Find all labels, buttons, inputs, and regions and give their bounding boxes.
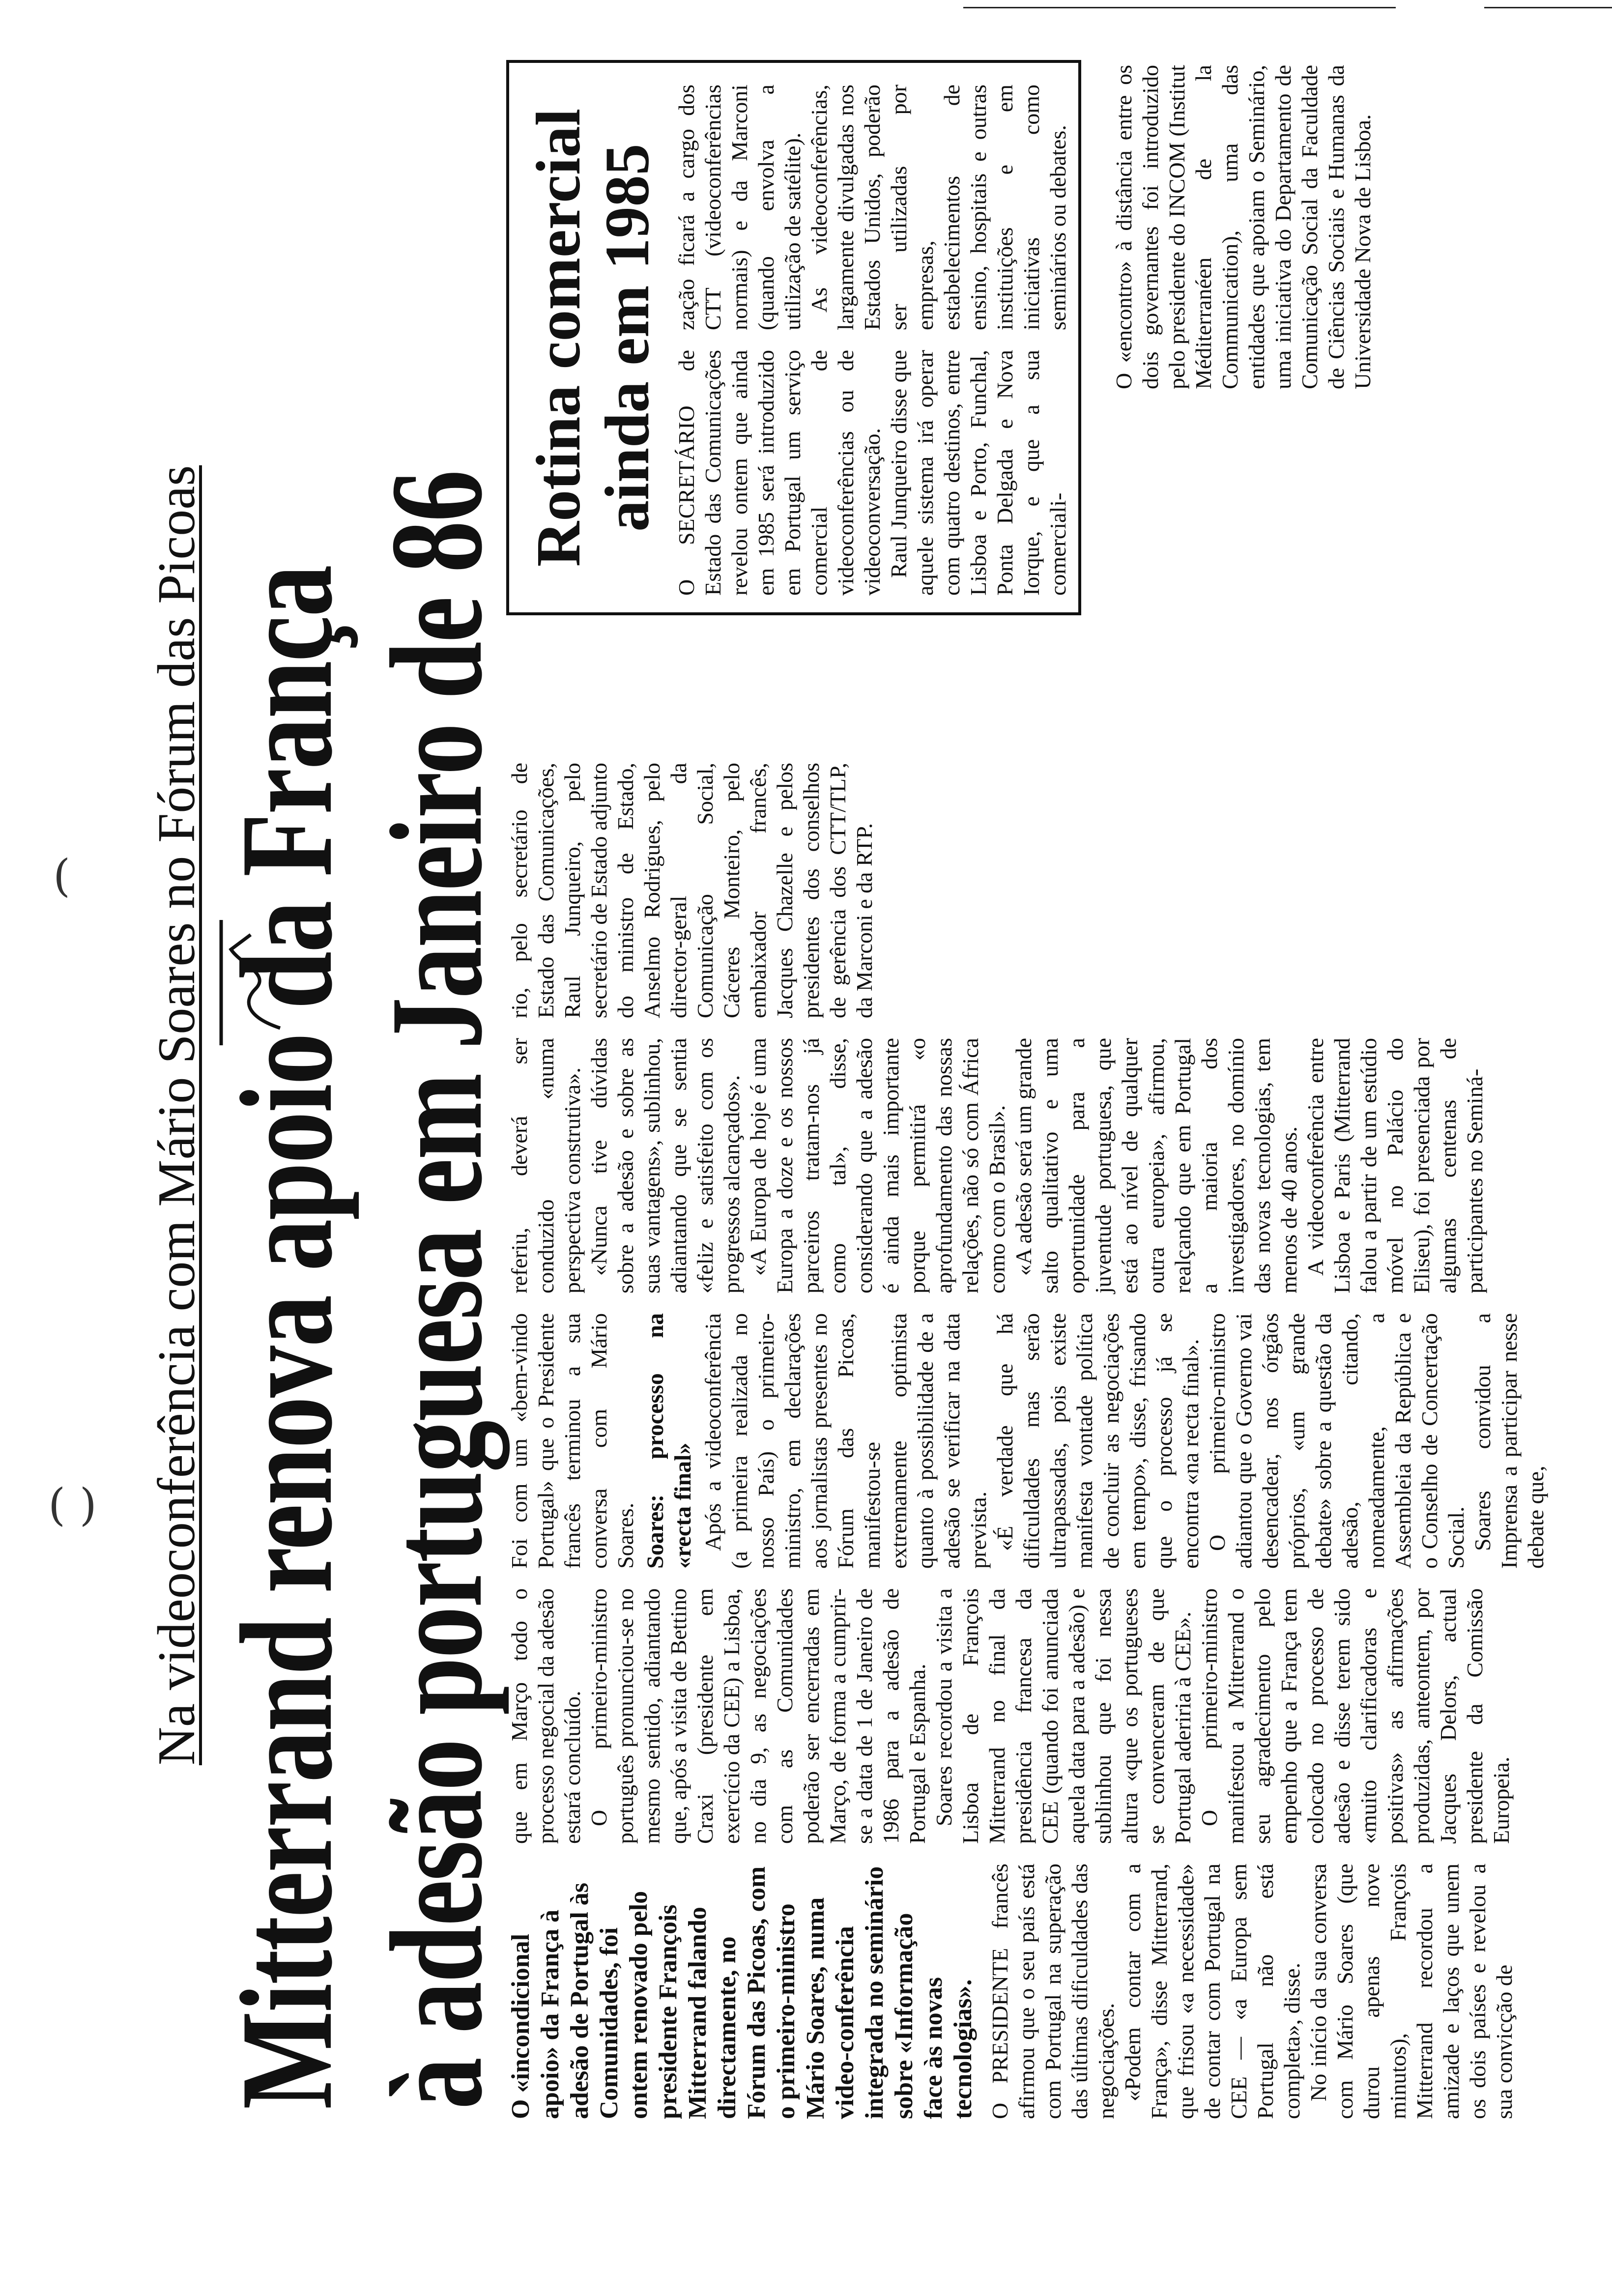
box-title-line-1: Rotina comercial: [523, 108, 593, 567]
paragraph: «Podem contar com a França», disse Mitterrand, que frisou «a necessidade» de contar com Portugal na CEE — «a Europa sem Portugal não está completa», disse.: [1120, 1864, 1304, 2119]
paragraph: O PRESIDENTE francês afirmou que o seu país está com Portugal na superação das últimas dificuldades das negociações.: [987, 1864, 1119, 2119]
sidebar-box: [506, 60, 1081, 615]
paragraph: O «encontro» à distância entre os dois governantes foi introduzido pelo presidente do INCOM (Institut Méditerranéen de la Communication), uma das entidades que apoiam o Seminário, uma iniciativa do Departamento de Comunicação Social da Faculdade de Ciências Sociais e Humanas da Universidade Nova de Lisboa.: [1111, 65, 1375, 389]
article-column-4: [506, 1038, 1488, 1293]
paragraph: rio, pelo secretário de Estado das Comunicações, Raul Junqueiro, pelo secretário de Estado adjunto do ministro de Estado, Anselmo Rodrigues, pelo director-geral da Comunicação Social, Cáceres Monteiro, pelo embaixador francês, Jacques Chazelle e pelos presidentes dos conselhos de gerência dos CTT/TLP, da Marconi e da RTP.: [507, 763, 877, 1018]
article-lead: O «incondicional apoio» da França à adesão de Portugal às Comunidades, foi ontem renovado pelo presidente François Mitterrand falando directamente, no Fórum das Picoas, com o primeiro-ministro Mário Soares, numa video-conferência integrada no seminário sobre «Informação face às novas tecnologias».: [507, 1866, 977, 2119]
headline-line-1: Mitterrand renova apoio da França: [213, 566, 359, 2109]
paragraph: zação ficará a cargo dos CTT (videoconferências normais) e da Marconi (quando envolva a utilização de satélite).: [674, 85, 805, 330]
handwritten-mark: [211, 915, 285, 1048]
headline-line-2: à adesão portuguesa em Janeiro de 86: [363, 471, 509, 2109]
paragraph: Soares recordou a visita a Lisboa de François Mitterrand no final da presidência francesa da CEE (quando foi anunciada aquela data para a adesão) e sublinhou que foi nessa altura «que os portugueses se convenceram de que Portugal aderiria à CEE».: [931, 1588, 1195, 1844]
article-subhead: Soares: processo na «recta final»: [642, 1313, 696, 1569]
paragraph: Raul Junqueiro disse que aquele sistema irá operar com quatro destinos, entre Lisboa e Porto, Funchal, Ponta Delgada e Nova Iorque, e que a sua comerciali-: [886, 350, 1070, 596]
paragraph: «É verdade que há dificuldades mas serão ultrapassadas, pois existe manifesta vontade política de concluir as negociações em tempo», disse, frisando que o processo já se encontra «na recta final».: [992, 1313, 1203, 1569]
paragraph: As videoconferências, largamente divulgadas nos Estados Unidos, poderão ser utilizadas por empresas, estabelecimentos de ensino, hospitais e outras instituições e em iniciativas como seminários ou debates.: [806, 85, 1070, 330]
paragraph: O primeiro-ministro português pronunciou-se no mesmo sentido, adiantando que, após a visita de Bettino Craxi (presidente em exercício da CEE) a Lisboa, no dia 9, as negociações com as Comunidades poderão ser encerradas em Março, de forma a cumprir-se a data de 1 de Janeiro de 1986 para a adesão de Portugal e Espanha.: [586, 1588, 930, 1844]
paragraph: «A adesão será um grande salto qualitativo e uma oportunidade para a juventude portuguesa, que está ao nível de qualquer outra europeia», afirmou, realçando que em Portugal a maioria dos investigadores, no domínio das novas tecnologias, tem menos de 40 anos.: [1011, 1038, 1301, 1293]
article-column-6-text: [1111, 65, 1376, 389]
paragraph: referiu, deverá ser conduzido «numa perspectiva construtiva».: [507, 1038, 585, 1293]
box-columns: [673, 80, 1071, 596]
paragraph: O primeiro-ministro adiantou que o Governo vai desencadear, nos órgãos próprios, «um grande debate» sobre a questão da adesão, citando, nomeadamente, a Assembleia da República e o Conselho de Concertação Social.: [1205, 1313, 1468, 1569]
article-column-2: [506, 1588, 1515, 1844]
box-column-1: [673, 350, 1071, 596]
article-headline: [211, 471, 511, 2109]
paragraph: Foi com um «bem-vindo Portugal» que o Presidente francês terminou a sua conversa com Mário Soares.: [507, 1313, 638, 1569]
box-title: [524, 80, 662, 596]
box-title-line-2: ainda em 1985: [592, 144, 662, 532]
paragraph: Soares convidou a Imprensa a participar nesse debate que,: [1470, 1313, 1548, 1569]
box-column-2: [673, 85, 1071, 330]
paragraph: A videoconferência entre Lisboa e Paris (Mitterrand falou a partir de um estúdio móvel no Palácio do Eliseu), foi presenciada por algumas centenas de participantes no Seminá-: [1303, 1038, 1487, 1293]
paragraph: O SECRETÁRIO de Estado das Comunicações revelou ontem que ainda em 1985 será introduzido em Portugal um serviço comercial de videoconferências ou de videoconversação.: [674, 350, 885, 596]
article-column-3: [506, 1313, 1549, 1569]
scan-mark: (: [53, 850, 71, 902]
paragraph: Após a videoconferência (a primeira realizada no nosso País) o primeiro-ministro, em declarações aos jornalistas presentes no Fórum das Picoas, manifestou-se extremamente optimista quanto à possibilidade de a adesão se verificar na data prevista.: [700, 1313, 991, 1569]
article-column-1: [506, 1864, 1518, 2119]
article-column-5: [506, 763, 878, 1018]
paragraph: No início da sua conversa com Mário Soares (que durou apenas nove minutos), François Mitterrand recordou a amizade e laços que unem os dois países e revelou a sua convicção de: [1306, 1864, 1517, 2119]
paragraph: «Nunca tive dúvidas sobre a adesão e sobre as suas vantagens», sublinhou, adiantando que se sentia «feliz e satisfeito com os progressos alcançados».: [586, 1038, 744, 1293]
paragraph: O primeiro-ministro manifestou a Mitterrand o seu agradecimento pelo empenho que a França tem colocado no processo de adesão e disse terem sido «muito clarificadoras e positivas» as afirmações produzidas, anteontem, por Jacques Delors, actual presidente da Comissão Europeia.: [1197, 1588, 1514, 1844]
paragraph: «A Europa de hoje é uma Europa a doze e os nossos parceiros tratam-nos já como tal», disse, considerando que a adesão é ainda mais importante porque permitirá «o aprofundamento das nossas relações, não só com África como com o Brasil».: [746, 1038, 1009, 1293]
paragraph: que em Março todo o processo negocial da adesão estará concluído.: [507, 1588, 585, 1844]
scan-mark: ( ): [48, 1479, 97, 1531]
article-kicker: Na videoconferência com Mário Soares no Fórum das Picoas: [147, 465, 206, 1765]
